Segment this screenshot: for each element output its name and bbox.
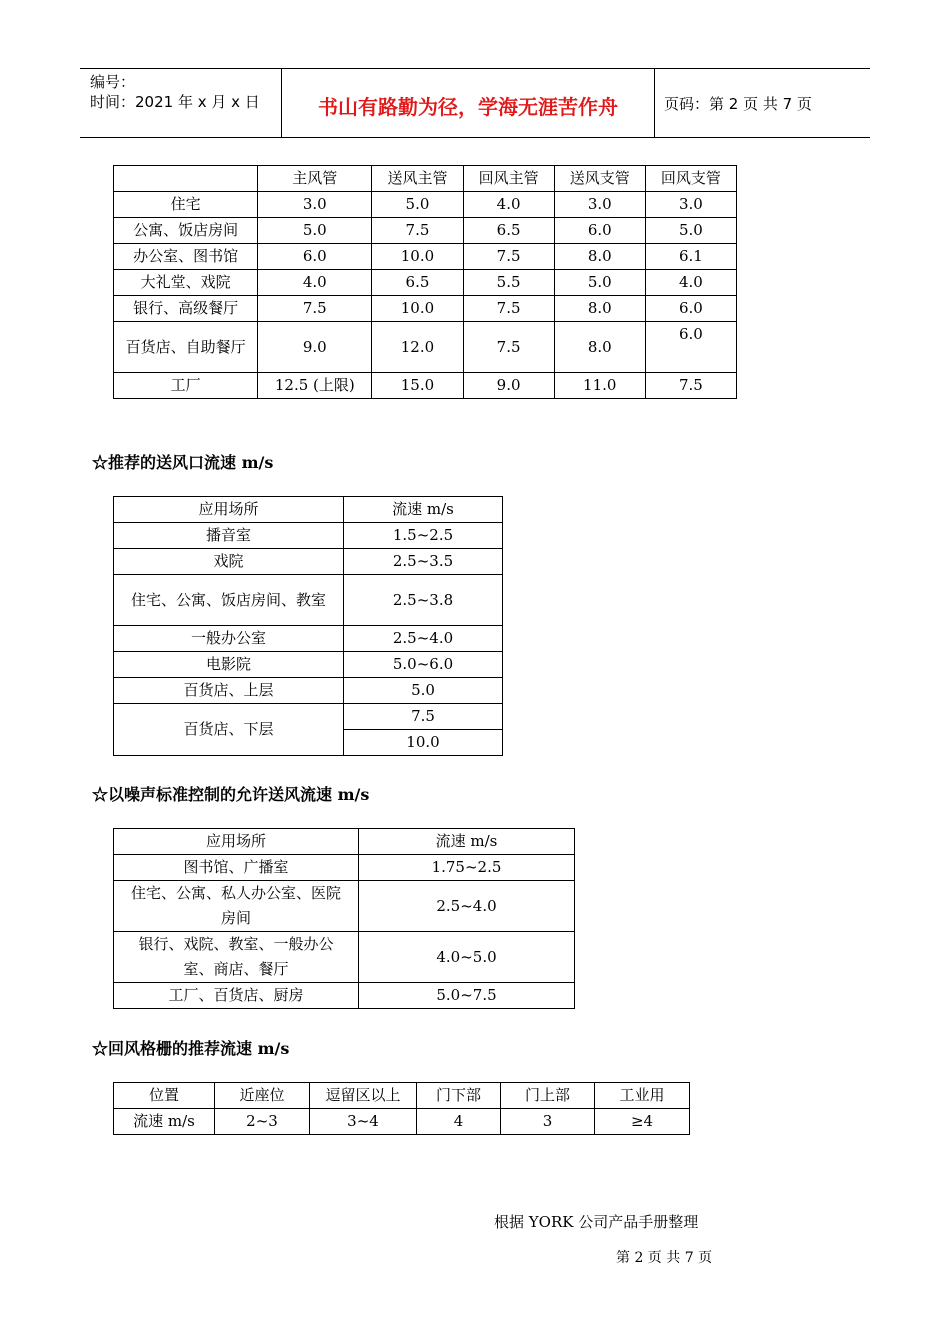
table-cell: 7.5	[258, 296, 372, 322]
doc-number-label: 编号：	[90, 73, 136, 91]
table-cell: 8.0	[554, 244, 645, 270]
table-cell: 3.0	[645, 192, 736, 218]
table-cell: 6.0	[645, 322, 736, 373]
table-cell: 戏院	[114, 549, 344, 575]
table-header-cell: 回风主管	[463, 166, 554, 192]
page-footer: 第 2 页 共 7 页	[616, 1250, 713, 1266]
table-row	[114, 523, 503, 549]
table-cell: 8.0	[554, 296, 645, 322]
table-cell: 4.0~5.0	[359, 932, 575, 983]
table-header-cell: 工业用	[595, 1083, 690, 1109]
table-cell: 5.0	[344, 678, 503, 704]
table-cell: 4.0	[463, 192, 554, 218]
table-cell: 1.5~2.5	[344, 523, 503, 549]
table-cell: 5.0	[372, 192, 463, 218]
table-cell: 7.5	[344, 704, 503, 730]
table-cell: 7.5	[372, 218, 463, 244]
table-cell: 2.5~4.0	[344, 626, 503, 652]
source-note: 根据 YORK 公司产品手册整理	[494, 1213, 699, 1231]
header-page-info: 页码：第 2 页 共 7 页	[664, 95, 812, 113]
table-row	[114, 855, 575, 881]
header-meta	[80, 69, 281, 137]
table-header-cell: 逗留区以上	[310, 1083, 417, 1109]
table-row	[114, 881, 575, 932]
section-title-return-grille: ☆回风格栅的推荐流速 m/s	[92, 1039, 290, 1058]
return-grille-table	[113, 1082, 690, 1135]
table-header-cell: 送风支管	[554, 166, 645, 192]
table-cell: 3~4	[310, 1109, 417, 1135]
table-cell: 2~3	[215, 1109, 310, 1135]
table-cell: 图书馆、广播室	[114, 855, 359, 881]
header-motto: 书山有路勤为径，学海无涯苦作舟	[318, 95, 618, 119]
table-cell: 6.5	[463, 218, 554, 244]
table-cell: 5.0~7.5	[359, 983, 575, 1009]
table-cell: 4.0	[645, 270, 736, 296]
table-header-cell: 近座位	[215, 1083, 310, 1109]
table-cell: 5.0~6.0	[344, 652, 503, 678]
header-page-cell	[654, 69, 870, 137]
table-cell: 15.0	[372, 373, 463, 399]
table-cell: 11.0	[554, 373, 645, 399]
table-header-cell: 位置	[114, 1083, 215, 1109]
table-cell: 住宅	[114, 192, 258, 218]
noise-velocity-table	[113, 828, 575, 1009]
table-cell: 6.5	[372, 270, 463, 296]
table-cell: 银行、高级餐厅	[114, 296, 258, 322]
table-cell: 10.0	[372, 244, 463, 270]
table-header-row	[114, 166, 737, 192]
table-cell: 百货店、上层	[114, 678, 344, 704]
table-cell: 10.0	[372, 296, 463, 322]
table-cell: 一般办公室	[114, 626, 344, 652]
table-cell: 7.5	[463, 244, 554, 270]
table-row	[114, 983, 575, 1009]
table-row	[114, 1109, 690, 1135]
table-header-cell: 门上部	[501, 1083, 595, 1109]
table-row	[114, 932, 575, 983]
table-cell: 3.0	[258, 192, 372, 218]
table-row	[114, 270, 737, 296]
doc-date-label: 时间：2021 年 x 月 x 日	[90, 93, 260, 111]
section-title-outlet-velocity: ☆推荐的送风口流速 m/s	[92, 453, 274, 472]
table-cell: 5.0	[258, 218, 372, 244]
table-cell: 公寓、饭店房间	[114, 218, 258, 244]
table-cell: 2.5~3.8	[344, 575, 503, 626]
table-cell: 5.5	[463, 270, 554, 296]
table-row	[114, 218, 737, 244]
table-header-cell: 应用场所	[114, 829, 359, 855]
table-cell: 办公室、图书馆	[114, 244, 258, 270]
table-header-row	[114, 829, 575, 855]
section-title-noise-velocity: ☆以噪声标准控制的允许送风流速 m/s	[92, 785, 370, 804]
table-cell: 4.0	[258, 270, 372, 296]
table-cell: 百货店、自助餐厅	[114, 322, 258, 373]
table-row	[114, 626, 503, 652]
table-cell: 10.0	[344, 730, 503, 756]
table-header-row	[114, 497, 503, 523]
duct-velocity-table	[113, 165, 737, 399]
table-cell: 播音室	[114, 523, 344, 549]
table-cell: 7.5	[463, 322, 554, 373]
table-row	[114, 549, 503, 575]
table-cell: 3.0	[554, 192, 645, 218]
table-cell: 工厂	[114, 373, 258, 399]
table-header-cell: 应用场所	[114, 497, 344, 523]
table-cell: 大礼堂、戏院	[114, 270, 258, 296]
table-header-cell: 主风管	[258, 166, 372, 192]
table-cell: 4	[417, 1109, 501, 1135]
table-row	[114, 192, 737, 218]
table-cell: 7.5	[645, 373, 736, 399]
table-cell: 住宅、公寓、私人办公室、医院房间	[114, 881, 359, 932]
table-cell: 7.5	[463, 296, 554, 322]
table-cell: 2.5~3.5	[344, 549, 503, 575]
table-cell: 9.0	[258, 322, 372, 373]
table-cell: 2.5~4.0	[359, 881, 575, 932]
table-header-cell: 流速 m/s	[359, 829, 575, 855]
table-cell: ≥4	[595, 1109, 690, 1135]
table-cell: 百货店、下层	[114, 704, 344, 756]
table-cell: 12.0	[372, 322, 463, 373]
page-header	[80, 68, 870, 138]
header-motto-cell	[281, 69, 655, 137]
table-row	[114, 296, 737, 322]
table-cell: 电影院	[114, 652, 344, 678]
table-cell: 流速 m/s	[114, 1109, 215, 1135]
table-row	[114, 373, 737, 399]
table-cell: 住宅、公寓、饭店房间、教室	[114, 575, 344, 626]
table-cell: 银行、戏院、教室、一般办公室、商店、餐厅	[114, 932, 359, 983]
table-cell: 6.0	[258, 244, 372, 270]
table-cell: 8.0	[554, 322, 645, 373]
table-cell: 9.0	[463, 373, 554, 399]
table-cell: 5.0	[554, 270, 645, 296]
table-row	[114, 678, 503, 704]
table-cell: 6.0	[645, 296, 736, 322]
table-row	[114, 704, 503, 730]
table-header-cell	[114, 166, 258, 192]
table-cell: 6.0	[554, 218, 645, 244]
table-header-cell: 回风支管	[645, 166, 736, 192]
table-cell: 3	[501, 1109, 595, 1135]
table-row	[114, 322, 737, 373]
table-row	[114, 575, 503, 626]
table-header-row	[114, 1083, 690, 1109]
table-cell: 5.0	[645, 218, 736, 244]
table-header-cell: 门下部	[417, 1083, 501, 1109]
table-cell: 工厂、百货店、厨房	[114, 983, 359, 1009]
table-cell: 1.75~2.5	[359, 855, 575, 881]
table-header-cell: 送风主管	[372, 166, 463, 192]
table-cell: 12.5 (上限)	[258, 373, 372, 399]
outlet-velocity-table	[113, 496, 503, 756]
table-row	[114, 652, 503, 678]
table-header-cell: 流速 m/s	[344, 497, 503, 523]
table-cell: 6.1	[645, 244, 736, 270]
table-row	[114, 244, 737, 270]
